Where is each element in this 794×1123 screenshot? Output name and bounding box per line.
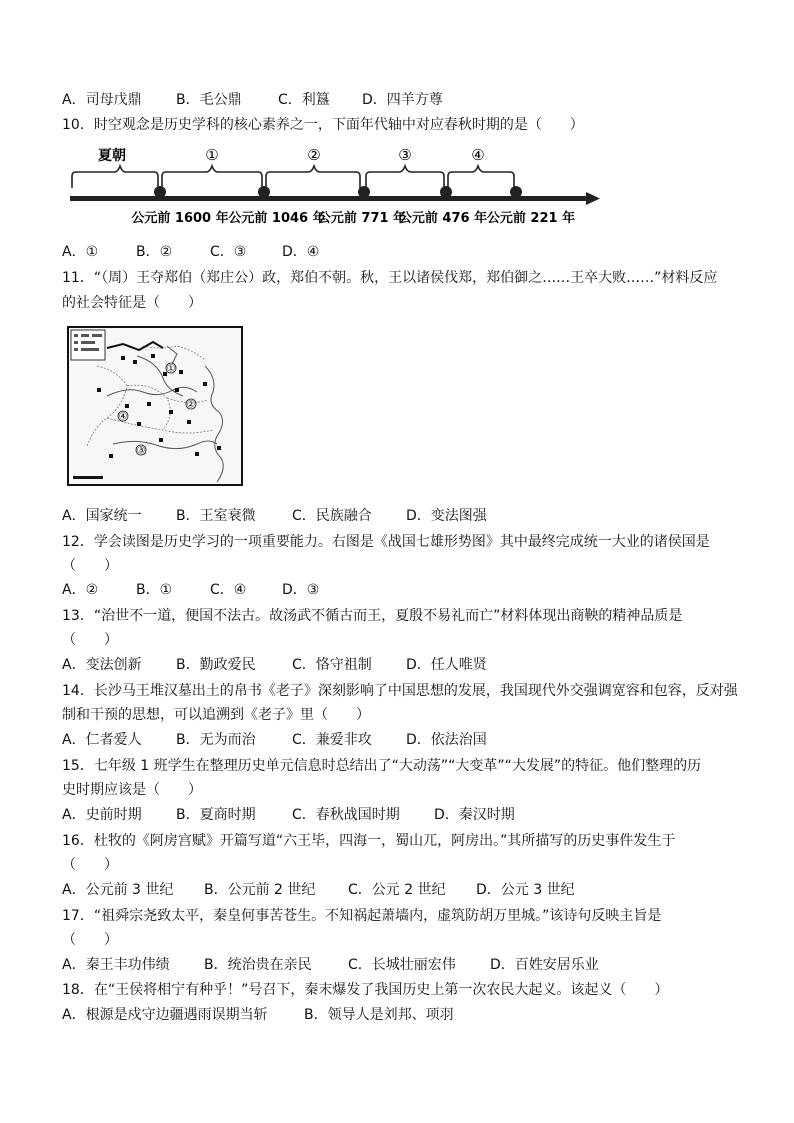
date-771: 公元前 771 年 (317, 211, 407, 226)
option-d: D．任人唯贤 (406, 657, 487, 673)
q18-options (62, 1006, 454, 1024)
date-476: 公元前 476 年 (398, 211, 488, 226)
q11-stem-line1: 11．“（周）王夺郑伯（郑庄公）政，郑伯不朝。秋，王以诸侯伐郑，郑伯御之……王卒大败……”材料反应 (62, 270, 718, 286)
map-mark-2: ② (186, 399, 196, 411)
q17-options (62, 956, 599, 974)
option-b: B．公元前 2 世纪 (204, 882, 316, 898)
q11-stem-line2: 的社会特征是（ ） (62, 295, 202, 311)
segment-2: ② (307, 146, 321, 164)
option-c: C．长城壮丽宏伟 (348, 957, 456, 973)
q13-options (62, 656, 487, 674)
option-b: B．毛公鼎 (176, 92, 242, 108)
option-d: D．变法图强 (406, 508, 487, 524)
option-d: D．秦汉时期 (434, 807, 515, 823)
date-1600: 公元前 1600 年 (131, 211, 229, 226)
date-221: 公元前 221 年 (486, 211, 576, 226)
option-b: B．王室衰微 (176, 508, 256, 524)
q15-stem-line2: 史时期应该是（ ） (62, 782, 202, 798)
option-a: A．变法创新 (62, 657, 142, 673)
q13-stem-line1: 13．“治世不一道，便国不法古。故汤武不循古而王，夏殷不易礼而亡”材料体现出商鞅的精神品质是 (62, 608, 683, 624)
option-a: A．司母戊鼎 (62, 92, 142, 108)
q16-stem-line1: 16．杜牧的《阿房宫赋》开篇写道“六王毕，四海一，蜀山兀，阿房出。”其所描写的历史事件发生于 (62, 833, 676, 849)
option-c: C．恪守祖制 (292, 657, 372, 673)
q12-stem-line2: （ ） (62, 558, 118, 574)
q15-stem-line1: 15．七年级 1 班学生在整理历史单元信息时总结出了“大动荡”“大变革”“大发展”的特征。他们整理的历 (62, 758, 702, 774)
q17-stem-line2: （ ） (62, 932, 118, 948)
q9-options (62, 91, 443, 109)
q16-stem-line2: （ ） (62, 857, 118, 873)
q12-options (62, 581, 319, 599)
option-d: D．依法治国 (406, 732, 487, 748)
option-b: B．统治贵在亲民 (204, 957, 312, 973)
q13-stem-line2: （ ） (62, 632, 118, 648)
option-a: A．国家统一 (62, 508, 142, 524)
option-c: C．利簋 (278, 92, 330, 108)
option-c: C．兼爱非攻 (292, 732, 372, 748)
timeline-arrow (586, 192, 600, 205)
option-a: A．史前时期 (62, 807, 142, 823)
option-c: C．公元 2 世纪 (348, 882, 446, 898)
segment-4: ④ (471, 146, 485, 164)
option-d: D．四羊方尊 (362, 92, 443, 108)
option-d: D．③ (282, 582, 320, 598)
map-mark-4: ④ (118, 411, 128, 423)
q15-options (62, 806, 515, 824)
option-b: B．② (136, 244, 173, 260)
date-1046: 公元前 1046 年 (228, 211, 326, 226)
option-b: B．夏商时期 (176, 807, 256, 823)
option-b: B．① (136, 582, 173, 598)
q12-stem-line1: 12．学会读图是历史学习的一项重要能力。右图是《战国七雄形势图》其中最终完成统一大业的诸侯国是 (62, 534, 710, 550)
option-a: A．根源是戍守边疆遇雨误期当斩 (62, 1007, 268, 1023)
option-b: B．无为而治 (176, 732, 256, 748)
option-a: A．秦王丰功伟绩 (62, 957, 170, 973)
timeline-braces (72, 166, 514, 188)
q10-stem: 10．时空观念是历史学科的核心素养之一，下面年代轴中对应春秋时期的是（ ） (62, 117, 584, 133)
q18-stem: 18．在“王侯将相宁有种乎！”号召下，秦末爆发了我国历史上第一次农民大起义。该起义（ ） (62, 982, 669, 998)
map-scale-bar (73, 476, 103, 479)
map-mark-1: ① (166, 363, 176, 375)
q14-stem-line2: 制和干预的思想，可以追溯到《老子》里（ ） (62, 707, 370, 723)
warring-states-map (67, 326, 243, 486)
option-c: C．民族融合 (292, 508, 372, 524)
segment-3: ③ (398, 146, 412, 164)
option-b: B．勤政爱民 (176, 657, 256, 673)
q14-stem-line1: 14．长沙马王堆汉墓出土的帛书《老子》深刻影响了中国思想的发展，我国现代外交强调宽容和包容，反对强 (62, 683, 738, 699)
map-mark-3: ③ (136, 445, 146, 457)
option-d: D．④ (282, 244, 320, 260)
segment-xia: 夏朝 (98, 148, 126, 164)
q11-options (62, 507, 487, 525)
option-d: D．百姓安居乐业 (490, 957, 599, 973)
timeline-figure (62, 142, 602, 234)
option-a: A．② (62, 582, 99, 598)
option-a: A．① (62, 244, 99, 260)
option-c: C．③ (210, 244, 247, 260)
option-d: D．公元 3 世纪 (476, 882, 575, 898)
segment-1: ① (205, 146, 219, 164)
option-c: C．④ (210, 582, 247, 598)
option-b: B．领导人是刘邦、项羽 (304, 1007, 454, 1023)
option-a: A．仁者爱人 (62, 732, 142, 748)
option-a: A．公元前 3 世纪 (62, 882, 174, 898)
q10-options (62, 243, 319, 261)
q16-options (62, 881, 575, 899)
q17-stem-line1: 17．“祖舜宗尧致太平，秦皇何事苦苍生。不知祸起萧墙内，虚筑防胡万里城。”该诗句反映主旨是 (62, 908, 662, 924)
timeline-axis (70, 196, 586, 201)
option-c: C．春秋战国时期 (292, 807, 400, 823)
q14-options (62, 731, 487, 749)
